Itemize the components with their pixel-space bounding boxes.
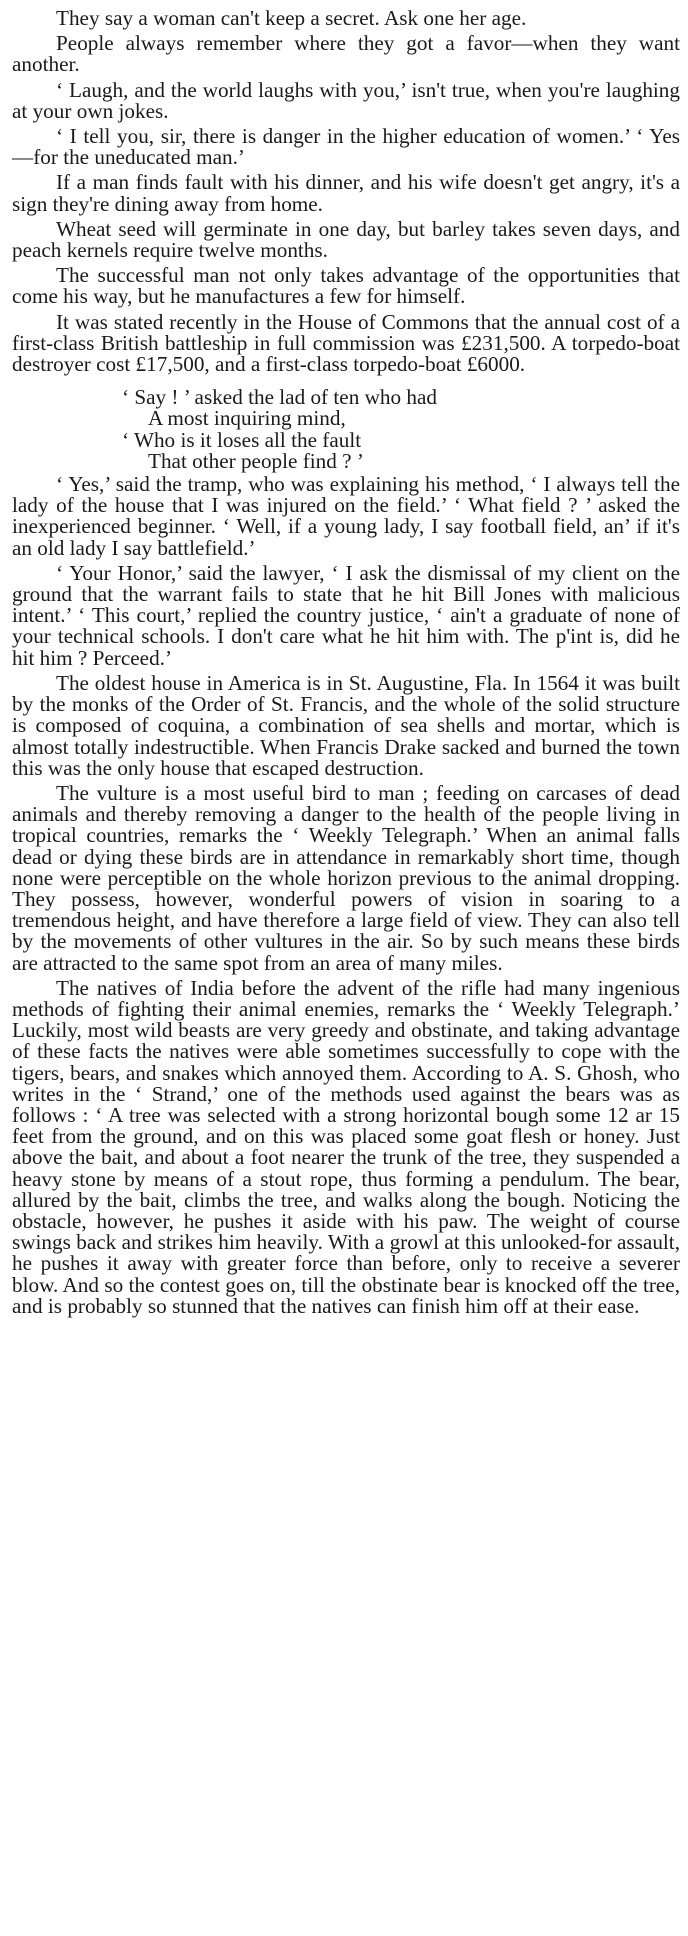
paragraph-favor: People always remember where they got a favor—when they want another.	[12, 31, 680, 77]
poem-line: ‘ Say ! ’ asked the lad of ten who had	[122, 385, 437, 410]
paragraph-tramp: ‘ Yes,’ said the tramp, who was explaining his method, ‘ I always tell the lady of the house that I was injured on the field.’ ‘ What field ? ’ asked the inexperienced beginner. ‘ Well, if a young lady, I say football field, an’ if it's an old lady I say battlefield.’	[12, 472, 680, 560]
poem-line: A most inquiring mind,	[148, 406, 346, 431]
paragraph-successful-man: The successful man not only takes advantage of the opportunities that come his way, but he manufactures a few for himself.	[12, 263, 680, 309]
paragraph-battleship: It was stated recently in the House of Commons that the annual cost of a first-class British battleship in full commission was £231,500. A torpedo-boat destroyer cost £17,500, and a first-class torpedo-boat £6000.	[12, 309, 680, 377]
newspaper-column	[12, 8, 680, 1321]
paragraph-education: ‘ I tell you, sir, there is danger in the higher education of women.’ ‘ Yes—for the uneducated man.’	[12, 124, 680, 170]
paragraph-india-bears: The natives of India before the advent of the rifle had many ingenious methods of fighting their animal enemies, remarks the ‘ Weekly Telegraph.’ Luckily, most wild beasts are very greedy and obstinate, and taking advantage of these facts the natives were able sometimes successfully to cope with the tigers, bears, and snakes which annoyed them. According to A. S. Ghosh, who writes in the ‘ Strand,’ one of the methods used against the bears was as follows : ‘ A tree was selected with a strong horizontal bough some 12 ar 15 feet from the ground, and on this was placed some goat flesh or honey. Just above the bait, and about a foot nearer the trunk of the tree, they suspended a heavy stone by means of a stout rope, thus forming a pendulum. The bear, allured by the bait, climbs the tree, and walks along the bough. Noticing the obstacle, however, he pushes it aside with his paw. The weight of course swings back and strikes him heavily. With a growl at this unlooked-for assault, he pushes it away with greater force than before, only to receive a severer blow. And so the contest goes on, till the obstinate bear is knocked off the tree, and is probably so stunned that the natives can finish him off at their ease.	[12, 975, 680, 1318]
paragraph-vulture: The vulture is a most useful bird to man ; feeding on carcases of dead animals and thereby removing a danger to the health of the people living in tropical countries, remarks the ‘ Weekly Telegraph.’ When an animal falls dead or dying these birds are in attendance in remarkably short time, though none were perceptible on the whole horizon previous to the animal dropping. They possess, however, wonderful powers of vision in soaring to a tremendous height, and have therefore a large field of view. They can also tell by the movements of other vultures in the air. So by such means these birds are attracted to the same spot from an area of many miles.	[12, 780, 680, 975]
paragraph-laugh: ‘ Laugh, and the world laughs with you,’ isn't true, when you're laughing at your own jokes.	[12, 77, 680, 123]
paragraph-seeds: Wheat seed will germinate in one day, but barley takes seven days, and peach kernels require twelve months.	[12, 216, 680, 263]
paragraph-oldest-house: The oldest house in America is in St. Augustine, Fla. In 1564 it was built by the monks of the Order of St. Francis, and the whole of the solid structure is composed of coquina, a combination of sea shells and mortar, which is almost totally indestructible. When Francis Drake sacked and burned the town this was the only house that escaped destruction.	[12, 670, 680, 780]
poem-line: ‘ Who is it loses all the fault	[122, 427, 362, 452]
poem	[12, 387, 680, 472]
paragraph-dinner: If a man finds fault with his dinner, and his wife doesn't get angry, it's a sign they're dining away from home.	[12, 170, 680, 216]
paragraph-lawyer: ‘ Your Honor,’ said the lawyer, ‘ I ask the dismissal of my client on the ground that the warrant fails to state that he hit Bill Jones with malicious intent.’ ‘ This court,’ replied the country justice, ‘ ain't a graduate of none of your technical schools. I don't care what he hit him with. The p'int is, did he hit him ? Perceed.’	[12, 560, 680, 670]
paragraph-secret: They say a woman can't keep a secret. Ask one her age.	[56, 6, 527, 30]
poem-line: That other people find ? ’	[148, 448, 364, 473]
